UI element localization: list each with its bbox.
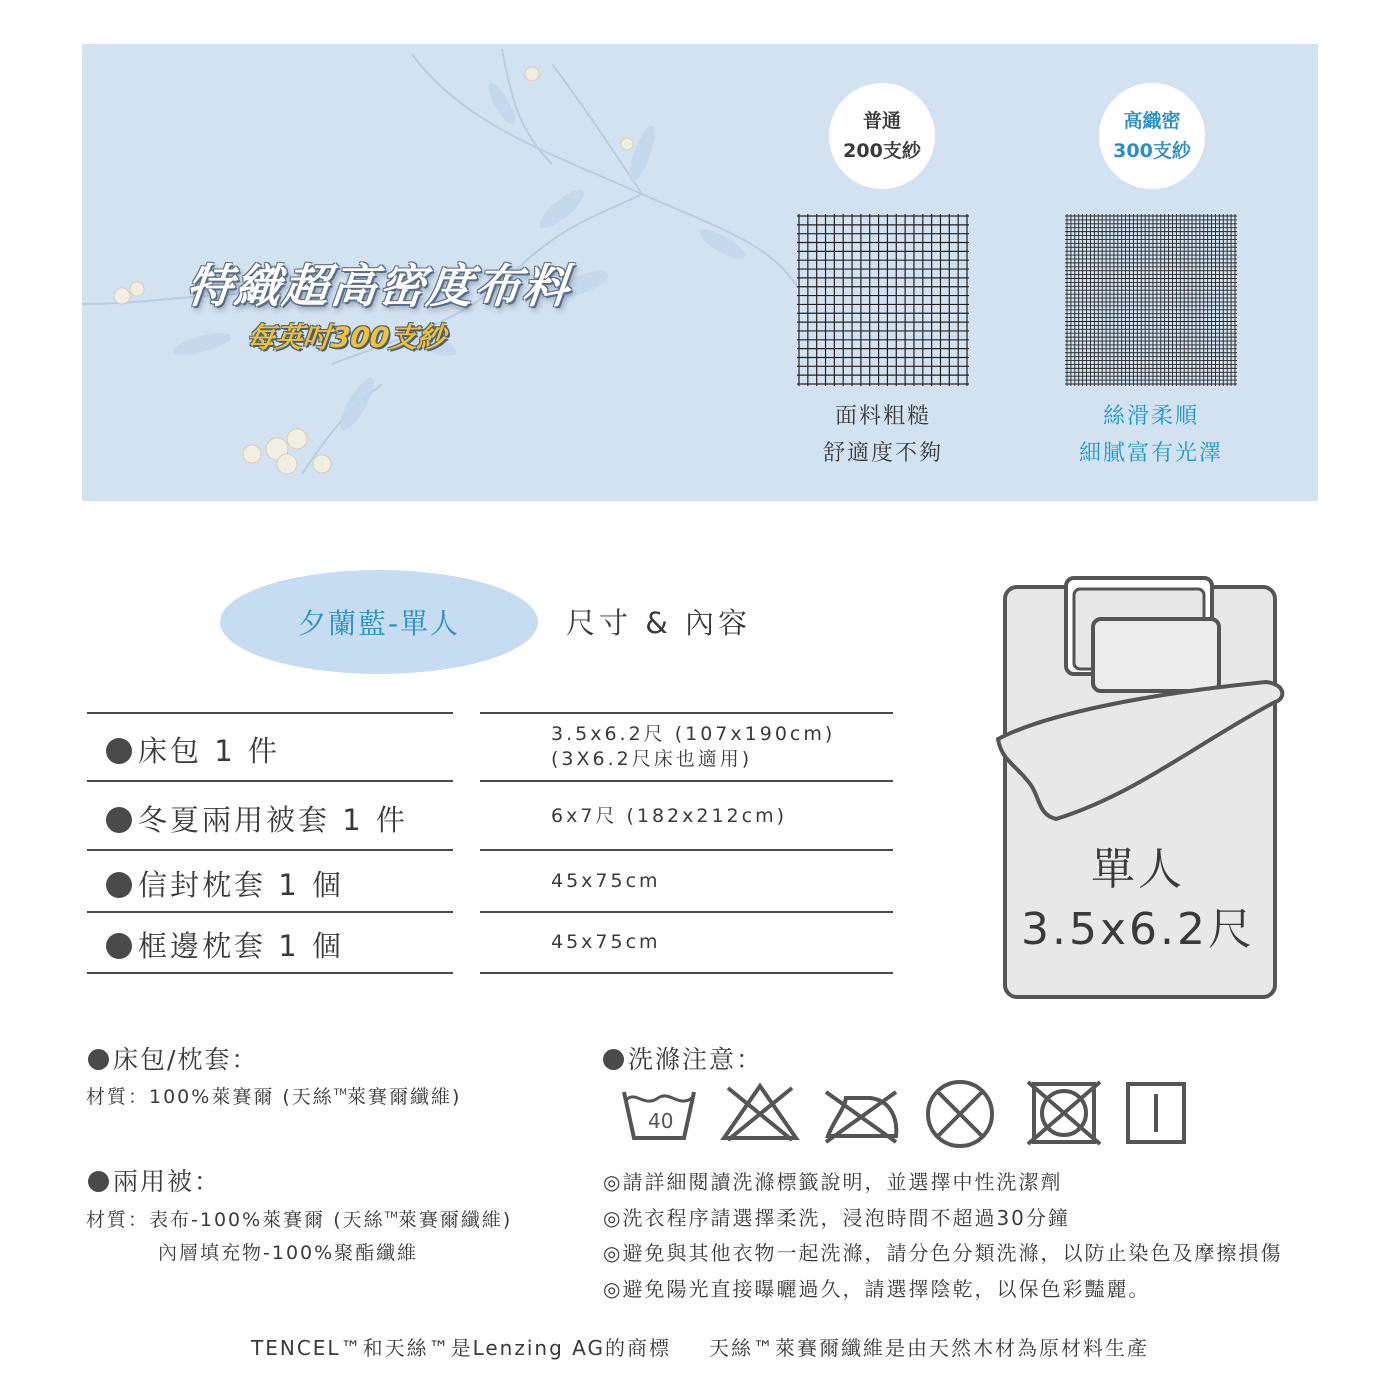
wash-temp: 40 [648,1109,674,1133]
care-instruction: ◎避免與其他衣物一起洗滌，請分色分類洗滌，以防止染色及摩擦損傷 [603,1241,1283,1265]
sheet-material-part: 材質：100%萊賽爾 (天絲 [86,1086,334,1108]
normal-thread-label: 普通 [862,110,901,132]
item-name: 框邊枕套 1 個 [138,929,344,963]
wash-40-icon [624,1092,694,1138]
table-divider [480,780,893,782]
item-size-line: 3.5x6.2尺 (107x190cm) [551,723,836,745]
variant-badge: 夕蘭藍-單人 [220,570,538,674]
no-machine-dry-icon [1028,1082,1100,1144]
trademark-mark: TM [384,1211,398,1221]
high-caption-line1: 絲滑柔順 [1102,404,1199,429]
no-bleach-icon [724,1086,796,1140]
bed-type-label: 單人 [1091,844,1185,895]
banner-subtitle: 每英吋300支紗 [245,321,448,354]
bullet-icon [88,1049,109,1070]
bullet-icon [106,807,132,833]
sheet-material-heading-text: 床包/枕套： [113,1045,259,1074]
item-name: 床包 1 件 [138,734,280,768]
item-size: 45x75cm [551,870,661,892]
table-divider [87,972,453,974]
normal-fabric-caption [763,398,1003,472]
table-divider [87,712,453,714]
coarse-weave-grid [797,214,969,386]
high-thread-label: 高織密 [1123,110,1181,132]
item-size [551,722,835,772]
care-heading-text: 洗滌注意： [628,1045,764,1074]
table-divider [480,911,893,913]
table-divider [480,849,893,851]
duvet-material-text [86,1205,512,1232]
table-divider [87,780,453,782]
care-heading [603,1040,763,1076]
trademark-mark: TM [333,1088,348,1098]
item-size-note: (3X6.2尺床也適用) [551,748,753,770]
normal-caption-line1: 面料粗糙 [834,404,931,429]
item-size: 45x75cm [551,931,661,953]
no-iron-icon [826,1092,896,1142]
table-row-item [106,798,408,839]
item-size: 6x7尺 (182x212cm) [551,805,788,827]
table-row-item [106,863,344,904]
care-instruction: ◎請詳細閱讀洗滌標籤說明，並選擇中性洗潔劑 [603,1170,1063,1194]
bullet-icon [106,738,132,764]
sheet-material-part: 萊賽爾纖維) [347,1086,462,1108]
duvet-material-part: 材質：表布-100%萊賽爾 (天絲 [86,1209,385,1231]
sheet-material-heading [88,1040,258,1076]
bullet-icon [603,1049,624,1070]
footer-origin: 天絲™萊賽爾纖維是由天然木材為原材料生產 [708,1336,1149,1360]
sheet-material-text [86,1082,461,1109]
table-divider [480,712,893,714]
care-instruction: ◎洗衣程序請選擇柔洗，浸泡時間不超過30分鐘 [603,1206,1070,1230]
duvet-material-heading-text: 兩用被： [113,1167,222,1196]
fine-weave-grid [1065,214,1237,386]
table-divider [480,972,893,974]
trademark-footer [0,1332,1400,1361]
table-divider [87,849,453,851]
item-name: 冬夏兩用被套 1 件 [138,803,408,837]
bullet-icon [106,933,132,959]
high-caption-line2: 細膩富有光澤 [1078,441,1223,466]
high-thread-badge [1099,83,1205,189]
footer-trademark: TENCEL™和天絲™是Lenzing AG的商標 [251,1336,671,1360]
duvet-filling-text: 內層填充物-100%聚酯纖維 [158,1242,419,1264]
high-fabric-caption [1031,398,1271,472]
banner-title: 特織超高密度布料 [183,259,574,313]
care-symbols [620,1078,1190,1148]
care-instruction: ◎避免陽光直接曝曬過久，請選擇陰乾，以保色彩豔麗。 [603,1277,1151,1301]
line-dry-icon [1128,1084,1184,1142]
no-tumble-dry-icon [928,1082,992,1146]
duvet-material-heading [88,1162,221,1198]
bed-size-label: 3.5x6.2尺 [1021,904,1255,955]
normal-caption-line2: 舒適度不夠 [822,441,943,466]
high-thread-count: 300支紗 [1113,140,1191,162]
duvet-material-part: 萊賽爾纖維) [397,1209,513,1231]
normal-thread-badge [829,83,935,189]
bullet-icon [88,1171,109,1192]
normal-thread-count: 200支紗 [843,140,921,162]
table-row-item [106,924,344,965]
size-heading: 尺寸 & 內容 [566,606,752,640]
item-name: 信封枕套 1 個 [138,868,344,902]
table-row-item [106,729,280,770]
table-divider [87,911,453,913]
bullet-icon [106,872,132,898]
